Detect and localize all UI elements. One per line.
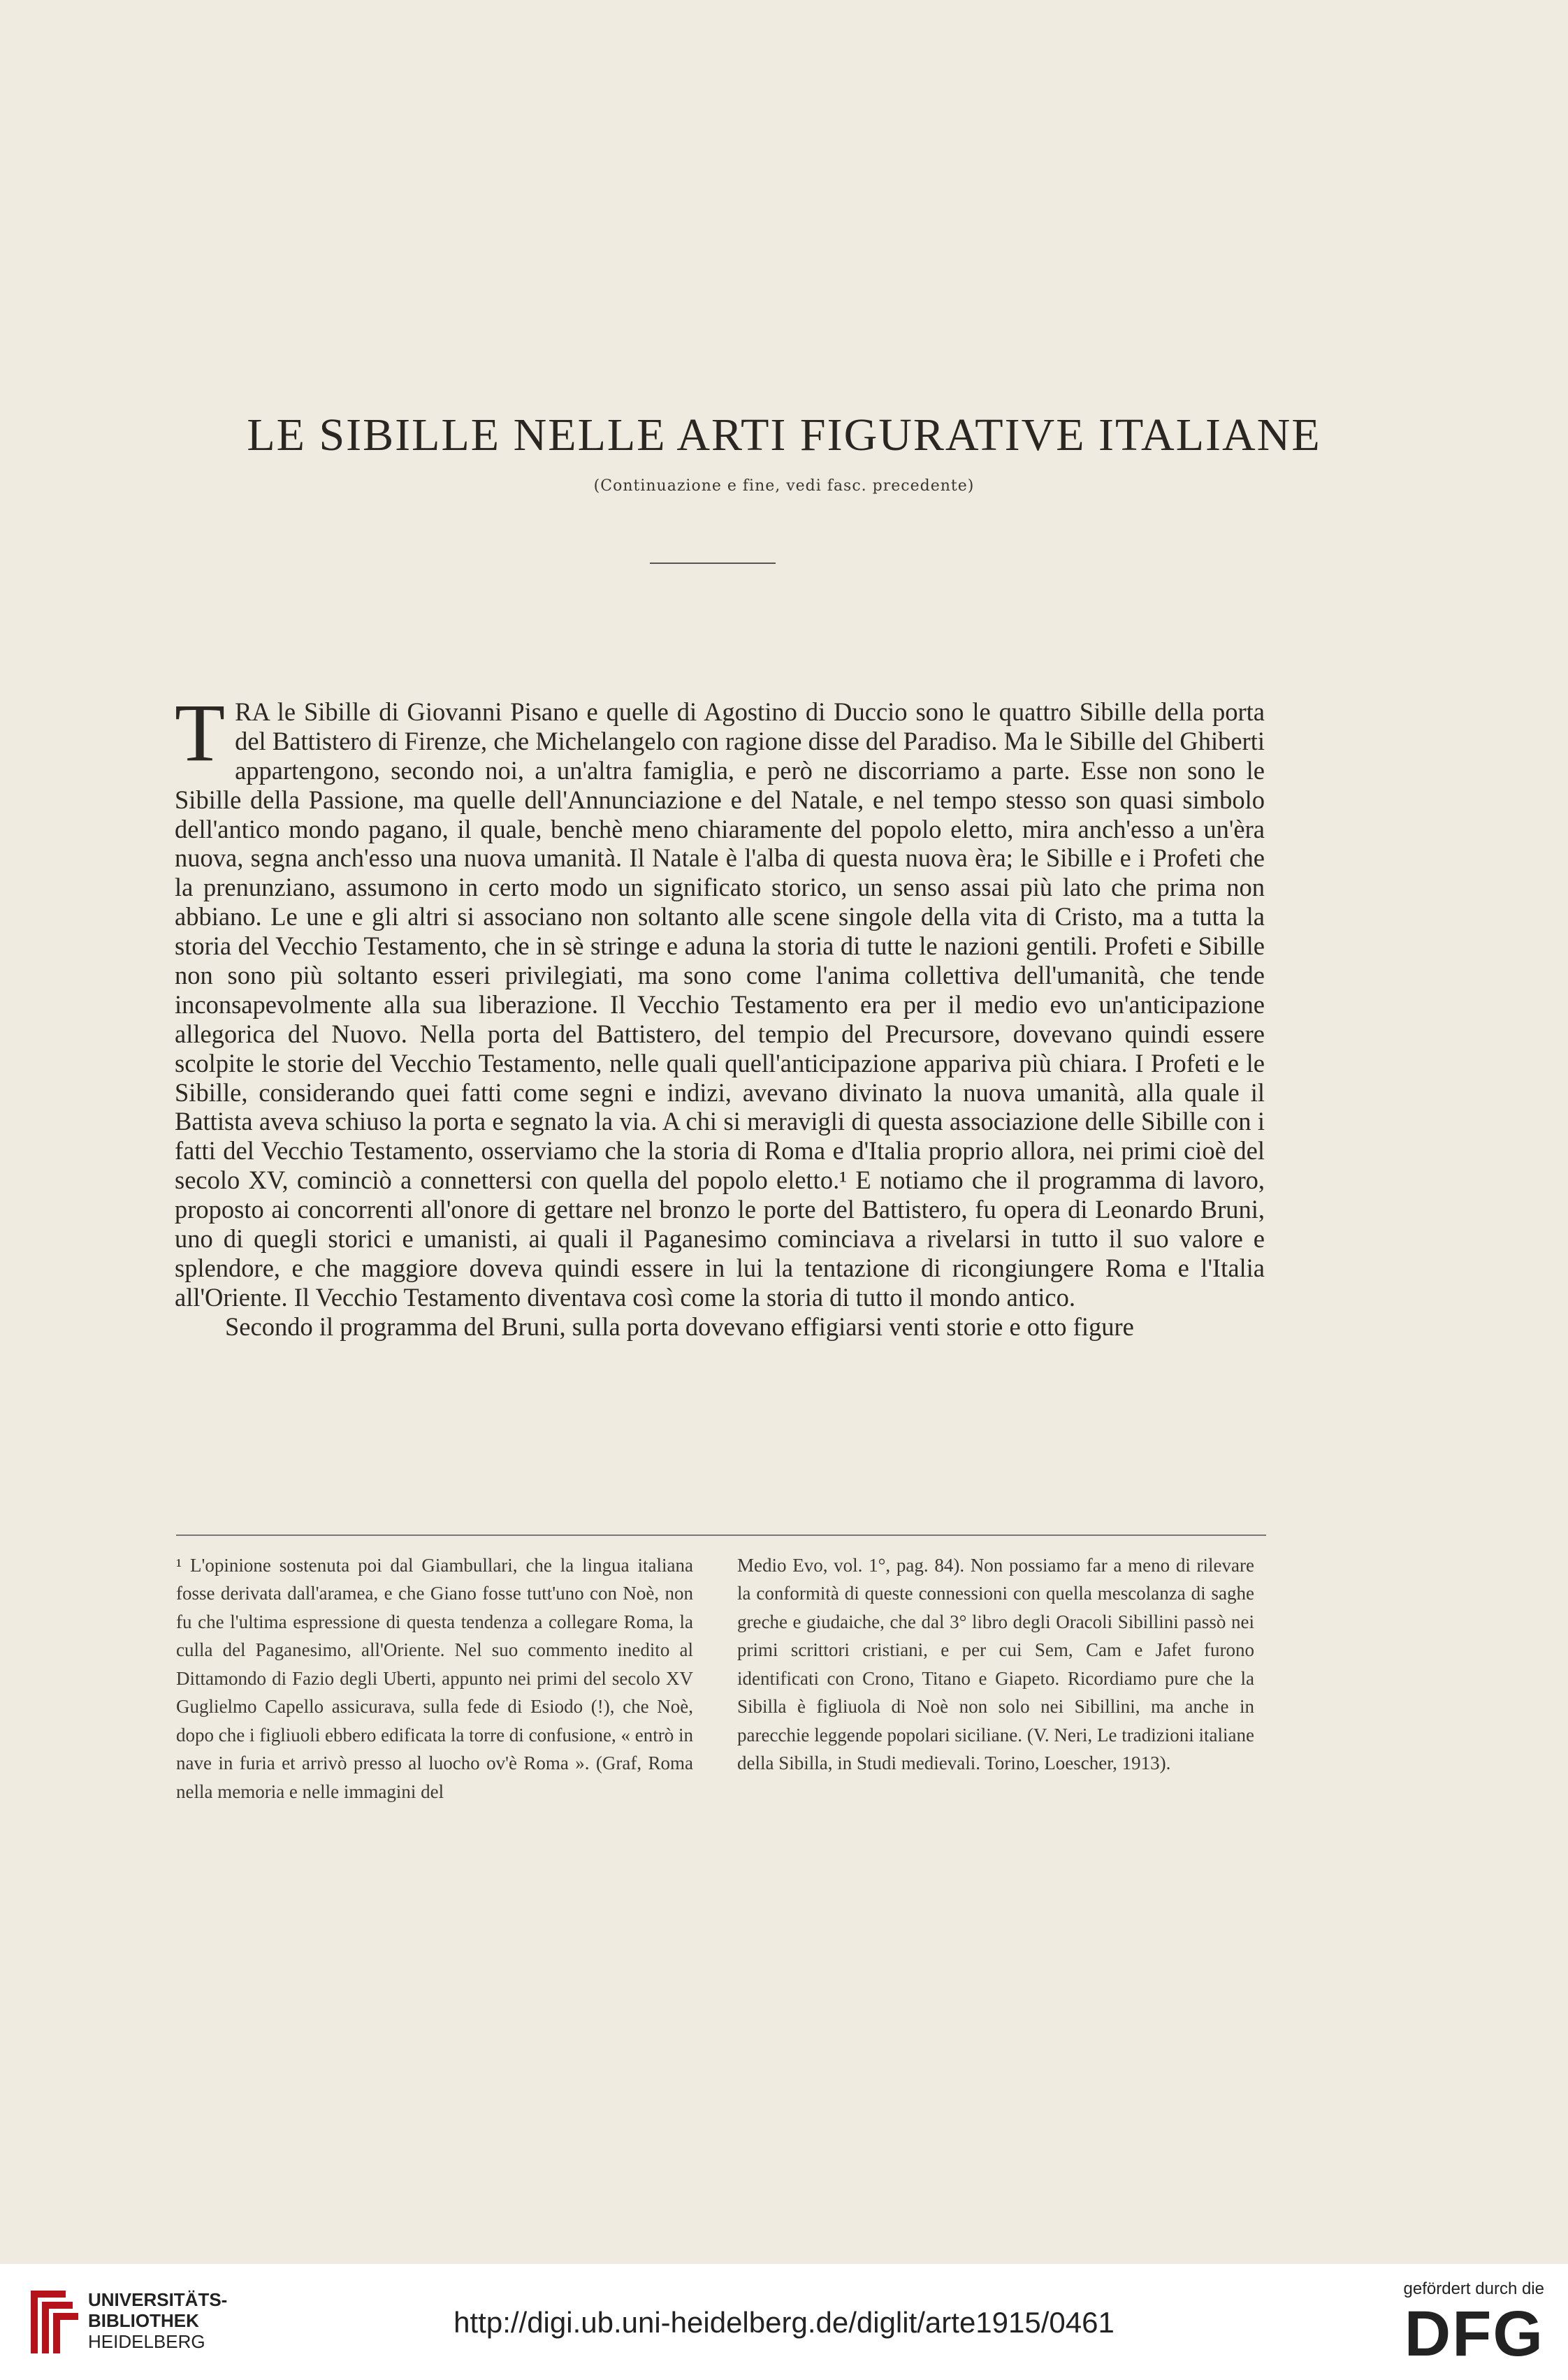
footnote-divider: [176, 1534, 1266, 1536]
footnote-column-left: [176, 1551, 693, 1806]
footnote-right-text: Medio Evo, vol. 1°, pag. 84). Non possiamo far a meno di rilevare la conformità di queste connessioni con quella mescolanza di saghe greche e giudaiche, che dal 3° libro degli Oracoli Sibillini passò nei primi scrittori cristiani, e per cui Sem, Cam e Jafet furono identificati con Crono, Titano e Giapeto. Ricordiamo pure che la Sibilla è figliuola di Noè non solo nei Sibillini, ma anche in parecchie leggende popolari siciliane. (V. Neri, Le tradizioni italiane della Sibilla, in Studi medievali. Torino, Loescher, 1913).: [737, 1555, 1254, 1774]
library-name-line-3: HEIDELBERG: [88, 2331, 205, 2352]
footnote-left-text: ¹ L'opinione sostenuta poi dal Giambullari, che la lingua italiana fosse derivata dall'aramea, e che Giano fosse tutt'uno con Noè, non fu che l'ultima espressione di questa tendenza a collegare Roma, la culla del Paganesimo, all'Oriente. Nel suo commento inedito al Dittamondo di Fazio degli Uberti, appunto nei primi del secolo XV Guglielmo Capello assicurava, sulla fede di Esiodo (!), che Noè, dopo che i figliuoli ebbero edificata la torre di confusione, « entrò in nave in furia et arrivò presso al luocho ov'è Roma ». (Graf, Roma nella memoria e nelle immagini del: [176, 1555, 694, 1802]
library-name-line-2: BIBLIOTHEK: [88, 2310, 199, 2331]
drop-cap: T: [175, 687, 226, 778]
paragraph-2: Secondo il programma del Bruni, sulla porta dovevano effigiarsi venti storie e otto figure: [225, 1312, 1134, 1341]
subtitle: (Continuazione e fine, vedi fasc. precedente): [593, 477, 975, 495]
dfg-logo: DFG: [1404, 2298, 1544, 2370]
source-url-link[interactable]: http://digi.ub.uni-heidelberg.de/diglit/arte1915/0461: [453, 2306, 1115, 2339]
main-text: [175, 687, 1265, 1342]
library-name-line-1: UNIVERSITÄTS-: [88, 2289, 228, 2310]
funder-block: [1403, 2279, 1544, 2370]
paragraph-1: [175, 687, 1265, 1312]
footnote-column-right: [737, 1551, 1254, 1778]
funded-by-label: gefördert durch die: [1403, 2279, 1544, 2298]
page-title: LE SIBILLE NELLE ARTI FIGURATIVE ITALIANE: [247, 409, 1321, 460]
title-divider: [650, 563, 776, 564]
paragraph-1-text: RA le Sibille di Giovanni Pisano e quelle di Agostino di Duccio sono le quattro Sibille della porta del Battistero di Firenze, che Michelangelo con ragione disse del Paradiso. Ma le Sibille del Ghiberti appartengono, secondo noi, a un'altra famiglia, e però ne discorriamo a parte. Esse non sono le Sibille della Passione, ma quelle dell'Annunciazione e del Natale, e nel tempo stesso son quasi simbolo dell'antico mondo pagano, il quale, benchè meno chiaramente del popolo eletto, mira anch'esso a un'èra nuova, segna anch'esso una nuova umanità. Il Natale è l'alba di questa nuova èra; le Sibille e i Profeti che la prenunziano, assumono in certo modo un significato storico, un senso assai più lato che prima non abbiano. Le une e gli altri si associano non soltanto alle scene singole della vita di Cristo, ma a tutta la storia del Vecchio Testamento, che in sè stringe e aduna la storia di tutte le nazioni gentili. Profeti e Sibille non sono più soltanto esseri privilegiati, ma sono come l'anima collettiva dell'umanità, che tende inconsapevolmente alla sua liberazione. Il Vecchio Testamento era per il medio evo un'anticipazione allegorica del Nuovo. Nella porta del Battistero, del tempio del Precursore, dovevano quindi essere scolpite le storie del Vecchio Testamento, nelle quali quell'anticipazione appariva più chiara. I Profeti e le Sibille, considerando quei fatti come segni e indizi, avevano divinato la nuova umanità, alla quale il Battista aveva schiuso la porta e segnato la via. A chi si meravigli di questa associazione delle Sibille con i fatti del Vecchio Testamento, osserviamo che la storia di Roma e d'Italia proprio allora, nei primi cioè del secolo XV, cominciò a connettersi con quella del popolo eletto.¹ E notiamo che il programma di lavoro, proposto ai concorrenti all'onore di gettare nel bronzo le porte del Battistero, fu opera di Leonardo Bruni, uno di quegli storici e umanisti, ai quali il Paganesimo cominciava a rivelarsi in tutto il suo valore e splendore, e che maggiore doveva quindi essere in lui la tentazione di ricongiungere Roma e l'Italia all'Oriente. Il Vecchio Testamento diventava così come la storia di tutto il mondo antico.: [175, 697, 1265, 1312]
